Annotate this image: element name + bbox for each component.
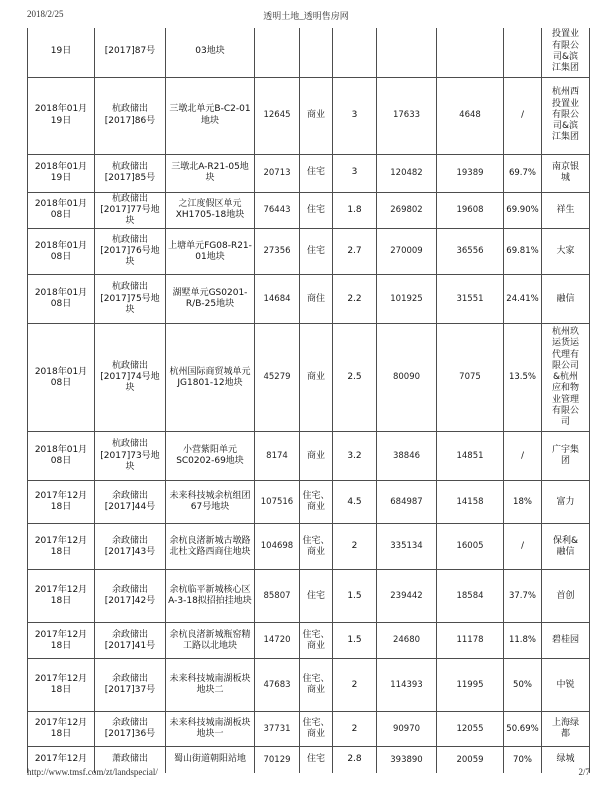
table-cell: 杭州国际商贸城单元JG1801-12地块	[166, 324, 255, 432]
table-cell: 2017年12月18日	[28, 481, 95, 524]
table-cell: 2017年12月18日	[28, 570, 95, 623]
table-cell: 余杭临平新城核心区A-3-18拟招拍挂地块	[166, 570, 255, 623]
table-cell: 36556	[437, 229, 504, 275]
table-cell: 三墩北A-R21-05地块	[166, 154, 255, 192]
table-cell: 1.5	[333, 623, 377, 659]
table-cell	[377, 28, 437, 77]
table-cell: 14684	[255, 275, 300, 324]
table-cell: 余杭良渚新城瓶窑精工路以北地块	[166, 623, 255, 659]
table-cell: 19389	[437, 154, 504, 192]
table-cell: 富力	[542, 481, 590, 524]
land-transactions-table-container	[27, 28, 593, 773]
table-cell: 45279	[255, 324, 300, 432]
table-cell: 三墩北单元B-C2-01地块	[166, 77, 255, 154]
table-cell: 上塘单元FG08-R21-01地块	[166, 229, 255, 275]
table-cell: 11995	[437, 659, 504, 712]
table-cell: 114393	[377, 659, 437, 712]
table-cell: 住宅、商业	[300, 481, 333, 524]
table-cell: 16005	[437, 524, 504, 570]
table-cell: 杭州玖运货运代理有限公司&杭州应和物业管理有限公司	[542, 324, 590, 432]
table-cell: 2018年01月08日	[28, 192, 95, 229]
table-cell: 1.8	[333, 192, 377, 229]
land-table-body	[28, 28, 590, 773]
page-title: 透明土地_透明售房网	[263, 11, 349, 21]
table-cell: /	[504, 432, 542, 481]
table-cell: 余政储出[2017]44号	[95, 481, 166, 524]
table-cell: 20059	[437, 747, 504, 773]
table-cell	[255, 28, 300, 77]
table-cell: 住宅	[300, 570, 333, 623]
table-cell: 4.5	[333, 481, 377, 524]
table-cell: 余杭良渚新城古墩路北杜文路西商住地块	[166, 524, 255, 570]
table-cell: 2017年12月18日	[28, 623, 95, 659]
table-cell: 70%	[504, 747, 542, 773]
table-cell: 2018年01月19日	[28, 77, 95, 154]
table-cell: 101925	[377, 275, 437, 324]
table-cell: 37.7%	[504, 570, 542, 623]
table-cell: 商业	[300, 77, 333, 154]
table-cell: 393890	[377, 747, 437, 773]
table-cell: 69.81%	[504, 229, 542, 275]
table-cell: 杭政储出[2017]76号地块	[95, 229, 166, 275]
table-cell	[333, 28, 377, 77]
table-row	[28, 77, 590, 154]
table-cell: 14720	[255, 623, 300, 659]
table-cell: 90970	[377, 712, 437, 747]
table-cell: 104698	[255, 524, 300, 570]
table-cell: 商住	[300, 275, 333, 324]
table-cell: 120482	[377, 154, 437, 192]
table-cell: 2018年01月08日	[28, 324, 95, 432]
table-cell: 祥生	[542, 192, 590, 229]
table-cell: 2017年12月18日	[28, 524, 95, 570]
table-cell	[437, 28, 504, 77]
table-cell: 18584	[437, 570, 504, 623]
table-cell: 杭州西投置业有限公司&滨江集团	[542, 77, 590, 154]
table-cell: 7075	[437, 324, 504, 432]
table-row	[28, 623, 590, 659]
table-cell: /	[504, 77, 542, 154]
table-cell: 24680	[377, 623, 437, 659]
table-cell: 余政储出[2017]42号	[95, 570, 166, 623]
table-cell: 碧桂园	[542, 623, 590, 659]
table-cell: 住宅、商业	[300, 623, 333, 659]
table-cell: 80090	[377, 324, 437, 432]
table-row	[28, 28, 590, 77]
table-cell: 融信	[542, 275, 590, 324]
table-cell: 余政储出[2017]43号	[95, 524, 166, 570]
table-cell: 3	[333, 77, 377, 154]
table-cell: 2017年12月18日	[28, 712, 95, 747]
table-cell: 住宅、商业	[300, 524, 333, 570]
table-cell: 蜀山街道朝阳站地	[166, 747, 255, 773]
table-cell: 50%	[504, 659, 542, 712]
table-cell: 4648	[437, 77, 504, 154]
table-cell: 杭政储出[2017]77号地块	[95, 192, 166, 229]
table-cell: 2018年01月08日	[28, 275, 95, 324]
print-footer-url: http://www.tmsf.com/zt/landspecial/	[27, 767, 158, 777]
table-row	[28, 524, 590, 570]
table-cell: 余政储出[2017]37号	[95, 659, 166, 712]
table-cell: /	[504, 524, 542, 570]
table-cell: 3	[333, 154, 377, 192]
land-transactions-table	[27, 28, 590, 773]
table-cell: 杭政储出[2017]74号地块	[95, 324, 166, 432]
table-cell: [2017]87号	[95, 28, 166, 77]
table-row	[28, 481, 590, 524]
table-cell: 335134	[377, 524, 437, 570]
table-cell: 商业	[300, 324, 333, 432]
table-cell: 2.8	[333, 747, 377, 773]
table-cell: 3.2	[333, 432, 377, 481]
print-footer-page-number: 2/7	[578, 767, 590, 777]
table-cell: 首创	[542, 570, 590, 623]
table-cell: 11178	[437, 623, 504, 659]
table-cell: 余政储出[2017]41号	[95, 623, 166, 659]
table-cell: 14158	[437, 481, 504, 524]
table-cell: 绿城	[542, 747, 590, 773]
table-cell: 住宅	[300, 154, 333, 192]
table-row	[28, 712, 590, 747]
table-cell: 13.5%	[504, 324, 542, 432]
table-cell: 南京银城	[542, 154, 590, 192]
table-cell: 湖墅单元GS0201-R/B-25地块	[166, 275, 255, 324]
table-cell: 47683	[255, 659, 300, 712]
table-cell: 2	[333, 659, 377, 712]
table-cell: 之江度假区单元XH1705-18地块	[166, 192, 255, 229]
table-cell: 19日	[28, 28, 95, 77]
table-row	[28, 275, 590, 324]
table-cell: 50.69%	[504, 712, 542, 747]
table-cell: 70129	[255, 747, 300, 773]
table-cell: 2018年01月19日	[28, 154, 95, 192]
table-cell: 12055	[437, 712, 504, 747]
table-cell: 2	[333, 524, 377, 570]
table-cell: 杭政储出[2017]85号	[95, 154, 166, 192]
table-cell	[504, 28, 542, 77]
table-cell: 24.41%	[504, 275, 542, 324]
table-row	[28, 570, 590, 623]
table-cell: 107516	[255, 481, 300, 524]
table-cell: 11.8%	[504, 623, 542, 659]
table-cell: 684987	[377, 481, 437, 524]
table-cell: 2017年12月18日	[28, 659, 95, 712]
table-cell: 上海绿都	[542, 712, 590, 747]
table-cell: 住宅、商业	[300, 659, 333, 712]
table-row	[28, 659, 590, 712]
table-cell: 2.7	[333, 229, 377, 275]
table-cell: 269802	[377, 192, 437, 229]
table-cell: 69.7%	[504, 154, 542, 192]
table-row	[28, 154, 590, 192]
table-cell: 37731	[255, 712, 300, 747]
table-cell: 萧政储出	[95, 747, 166, 773]
table-cell: 27356	[255, 229, 300, 275]
table-cell: 住宅	[300, 229, 333, 275]
table-cell: 03地块	[166, 28, 255, 77]
table-cell: 2.2	[333, 275, 377, 324]
table-cell: 商业	[300, 432, 333, 481]
table-row	[28, 432, 590, 481]
table-cell: 38846	[377, 432, 437, 481]
table-row	[28, 229, 590, 275]
table-cell: 2018年01月08日	[28, 432, 95, 481]
table-cell: 69.90%	[504, 192, 542, 229]
table-cell: 12645	[255, 77, 300, 154]
table-cell: 270009	[377, 229, 437, 275]
table-cell: 2.5	[333, 324, 377, 432]
table-cell: 17633	[377, 77, 437, 154]
table-cell: 1.5	[333, 570, 377, 623]
table-cell: 未来科技城南湖板块地块二	[166, 659, 255, 712]
table-cell: 住宅	[300, 192, 333, 229]
table-cell: 85807	[255, 570, 300, 623]
table-cell: 杭政储出[2017]73号地块	[95, 432, 166, 481]
table-cell: 投置业有限公司&滨江集团	[542, 28, 590, 77]
table-cell: 2017年12月	[28, 747, 95, 773]
table-cell: 2018年01月08日	[28, 229, 95, 275]
table-cell: 239442	[377, 570, 437, 623]
table-cell: 未来科技城余杭组团67号地块	[166, 481, 255, 524]
table-cell	[300, 28, 333, 77]
table-cell: 20713	[255, 154, 300, 192]
table-cell: 中锐	[542, 659, 590, 712]
table-cell: 杭政储出[2017]86号	[95, 77, 166, 154]
table-cell: 31551	[437, 275, 504, 324]
table-cell: 2	[333, 712, 377, 747]
table-cell: 住宅	[300, 747, 333, 773]
table-cell: 小营紫阳单元SC0202-69地块	[166, 432, 255, 481]
table-cell: 76443	[255, 192, 300, 229]
table-cell: 住宅、商业	[300, 712, 333, 747]
table-cell: 大家	[542, 229, 590, 275]
table-cell: 余政储出[2017]36号	[95, 712, 166, 747]
table-cell: 18%	[504, 481, 542, 524]
table-row	[28, 192, 590, 229]
table-row	[28, 324, 590, 432]
table-cell: 广宇集团	[542, 432, 590, 481]
table-cell: 保利&融信	[542, 524, 590, 570]
table-cell: 14851	[437, 432, 504, 481]
table-cell: 未来科技城南湖板块地块一	[166, 712, 255, 747]
table-cell: 杭政储出[2017]75号地块	[95, 275, 166, 324]
print-header-date: 2018/2/25	[27, 9, 64, 19]
table-cell: 19608	[437, 192, 504, 229]
table-cell: 8174	[255, 432, 300, 481]
